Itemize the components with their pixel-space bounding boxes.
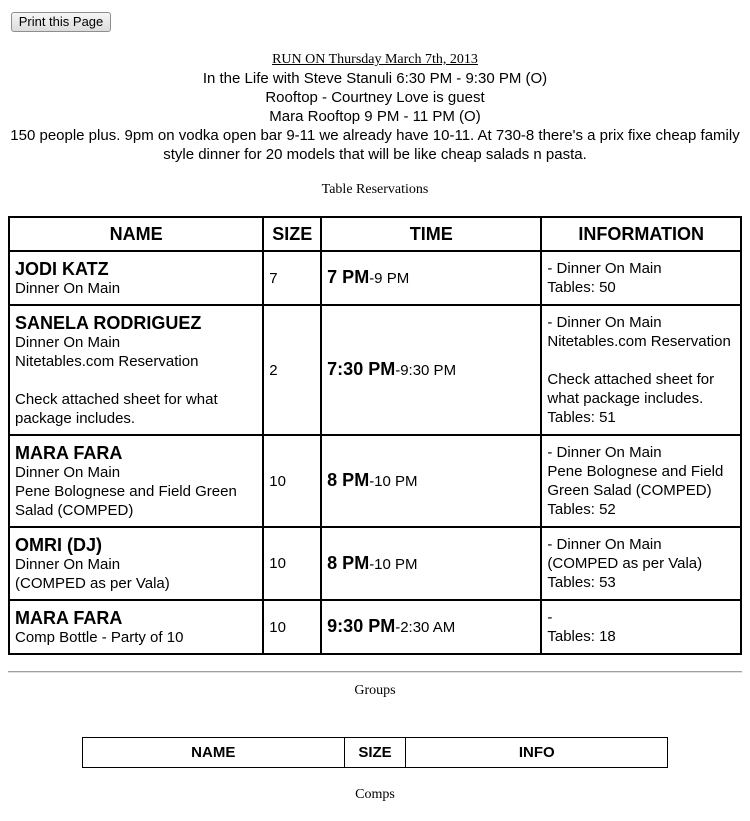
column-header-time: TIME — [321, 217, 541, 251]
section-divider — [8, 671, 742, 673]
event-header — [0, 51, 750, 164]
guest-name: OMRI (DJ) — [15, 534, 102, 555]
party-size: 7 — [263, 251, 321, 305]
time-end: -2:30 AM — [395, 619, 456, 636]
guest-cell — [9, 600, 263, 654]
table-header-row — [9, 217, 741, 251]
table-row — [9, 527, 741, 600]
time-cell — [321, 305, 541, 435]
party-size: 10 — [263, 600, 321, 654]
guest-name: SANELA RODRIGUEZ — [15, 312, 202, 333]
time-end: -9 PM — [369, 270, 410, 287]
table-number: Tables: 50 — [547, 279, 616, 296]
time-start: 7:30 PM — [327, 359, 396, 379]
time-start: 7 PM — [327, 267, 370, 287]
guest-cell — [9, 435, 263, 527]
time-start: 8 PM — [327, 552, 370, 573]
time-start: 9:30 PM — [327, 616, 396, 636]
reservations-table — [8, 216, 742, 655]
guest-detail: Pene Bolognese and Field Green Salad (COMPED) — [15, 482, 237, 519]
info-line: - — [547, 609, 553, 626]
table-number: Tables: 51 — [547, 409, 616, 426]
reservations-title: Table Reservations — [321, 182, 429, 197]
info-line: (COMPED as per Vala) — [547, 555, 703, 572]
column-header-size: SIZE — [263, 217, 321, 251]
print-page-button[interactable]: Print this Page — [11, 12, 111, 32]
time-cell — [321, 251, 541, 305]
info-cell — [541, 600, 741, 654]
column-header-information: INFORMATION — [541, 217, 741, 251]
info-cell — [541, 527, 741, 600]
time-cell — [321, 435, 541, 527]
party-size: 10 — [263, 435, 321, 527]
table-number: Tables: 52 — [547, 501, 616, 518]
guest-name: MARA FARA — [15, 442, 123, 463]
event-notes: 150 people plus. 9pm on vodka open bar 9-11 we already have 10-11. At 730-8 there's a prix fixe cheap family style dinner for 20 models that will be like cheap salads n pasta. — [10, 127, 740, 163]
guest-detail: Dinner On Main — [15, 279, 121, 297]
time-cell — [321, 600, 541, 654]
time-cell — [321, 527, 541, 600]
guest-name: JODI KATZ — [15, 258, 109, 279]
info-cell — [541, 435, 741, 527]
column-header-size: SIZE — [344, 738, 406, 768]
column-header-name: NAME — [9, 217, 263, 251]
guest-detail: Dinner On Main — [15, 333, 121, 351]
table-row — [9, 305, 741, 435]
comps-title: Comps — [355, 787, 395, 802]
info-line: Check attached sheet for what package includes. — [547, 371, 715, 407]
party-size: 2 — [263, 305, 321, 435]
table-row — [9, 251, 741, 305]
info-line: - Dinner On Main — [547, 536, 662, 553]
guest-detail: Check attached sheet for what package includes. — [15, 390, 218, 427]
info-cell — [541, 305, 741, 435]
info-line: Pene Bolognese and Field Green Salad (COMPED) — [547, 463, 724, 499]
info-cell — [541, 251, 741, 305]
groups-title: Groups — [354, 683, 396, 698]
guest-detail: Comp Bottle - Party of 10 — [15, 628, 184, 646]
info-line: - Dinner On Main — [547, 260, 662, 277]
table-row — [9, 435, 741, 527]
groups-table — [82, 737, 668, 768]
time-end: -9:30 PM — [395, 362, 457, 379]
event-line: Rooftop - Courtney Love is guest — [265, 89, 485, 106]
guest-detail: (COMPED as per Vala) — [15, 574, 170, 592]
guest-detail-spacer — [15, 371, 257, 390]
guest-cell — [9, 251, 263, 305]
table-number: Tables: 53 — [547, 574, 616, 591]
guest-cell — [9, 527, 263, 600]
time-end: -10 PM — [369, 555, 418, 573]
guest-detail: Nitetables.com Reservation — [15, 352, 199, 370]
guest-detail: Dinner On Main — [15, 555, 121, 573]
table-number: Tables: 18 — [547, 628, 616, 645]
event-line: Mara Rooftop 9 PM - 11 PM (O) — [269, 108, 481, 125]
time-start: 8 PM — [327, 470, 370, 490]
info-line: - Dinner On Main — [547, 314, 662, 331]
info-line: - Dinner On Main — [547, 444, 662, 461]
time-end: -10 PM — [369, 473, 418, 490]
guest-detail: Dinner On Main — [15, 463, 121, 481]
table-header-row — [83, 738, 668, 768]
run-on-date: RUN ON Thursday March 7th, 2013 — [272, 52, 478, 67]
table-row — [9, 600, 741, 654]
column-header-info: INFO — [406, 738, 668, 768]
event-line: In the Life with Steve Stanuli 6:30 PM - 9:30 PM (O) — [202, 70, 548, 87]
guest-cell — [9, 305, 263, 435]
guest-name: MARA FARA — [15, 607, 123, 628]
column-header-name: NAME — [83, 738, 345, 768]
info-line: Nitetables.com Reservation — [547, 333, 731, 350]
info-spacer — [547, 351, 735, 370]
party-size: 10 — [263, 527, 321, 600]
